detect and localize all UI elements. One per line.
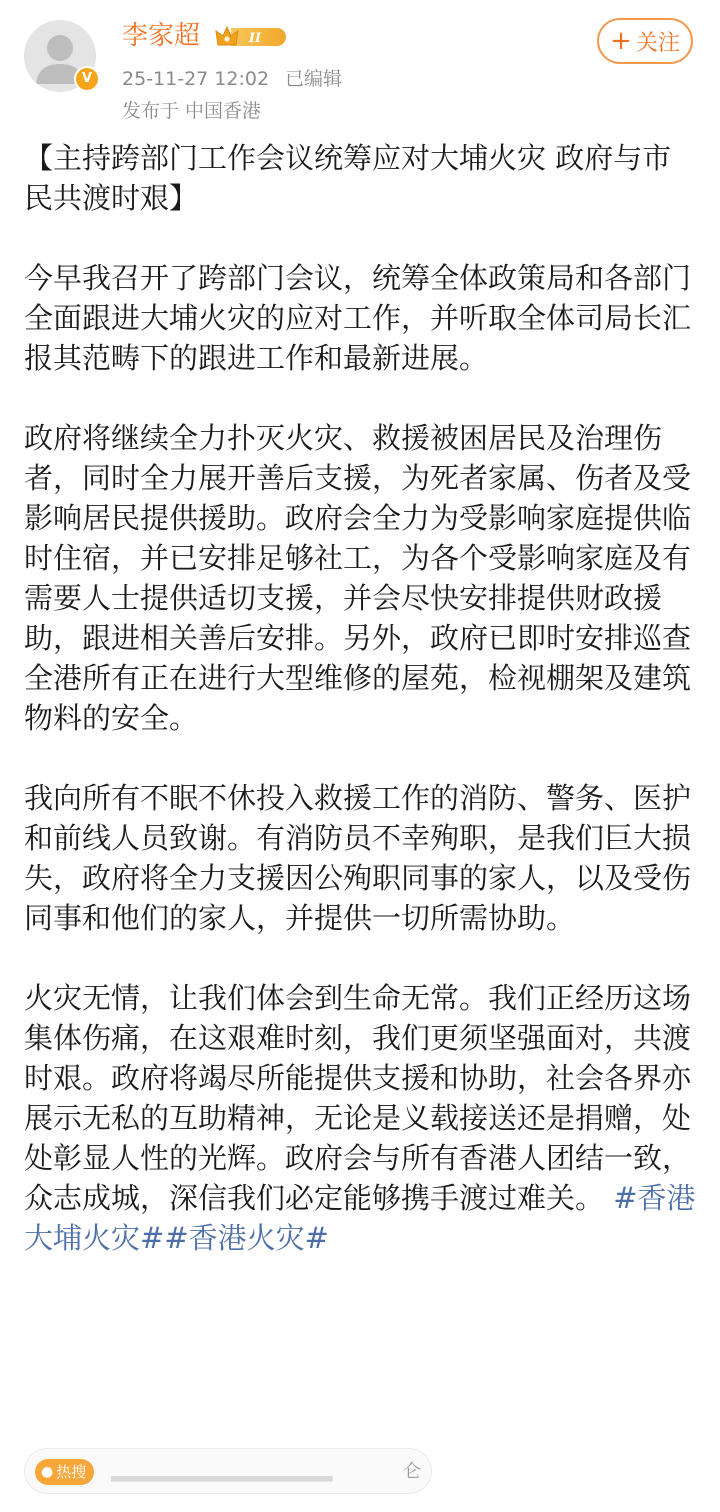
hot-search-tail-text: 仑 [403, 1461, 421, 1482]
post-paragraph: 今早我召开了跨部门会议，统筹全体政策局和各部门全面跟进大埔火灾的应对工作，并听取全体司局长汇报其范畴下的跟进工作和最新进展。 [24, 261, 692, 375]
flame-icon: ● [41, 1464, 54, 1480]
hot-search-tag-label: 热搜 [56, 1463, 87, 1481]
post-paragraph: 我向所有不眠不休投入救援工作的消防、警务、医护和前线人员致谢。有消防员不幸殉职，是我们巨大损失，政府将全力支援因公殉职同事的家人，以及受伤同事和他们的家人，并提供一切所需协助。 [24, 781, 692, 935]
post-paragraph-last [24, 978, 696, 1258]
follow-button[interactable] [597, 18, 693, 64]
author-name[interactable]: 李家超 [122, 21, 201, 51]
hot-search-bar[interactable] [24, 1448, 432, 1494]
plus-icon: + [610, 26, 632, 56]
post-location: 发布于 中国香港 [122, 100, 262, 122]
hot-search-blurred-text: ▂▂▂▂▂▂▂▂▂▂▂▂▂▂▂▂ [111, 1461, 333, 1482]
post-paragraph: 政府将继续全力扑灭火灾、救援被困居民及治理伤者，同时全力展开善后支援，为死者家属、伤者及受影响居民提供援助。政府会全力为受影响家庭提供临时住宿，并已安排足够社工，为各个受影响家庭及有需要人士提供适切支援，并会尽快安排提供财政援助，跟进相关善后安排。另外，政府已即时安排巡查全港所有正在进行大型维修的屋苑，检视棚架及建筑物料的安全。 [24, 421, 692, 735]
post-meta-time [122, 64, 342, 91]
hashtag-link[interactable]: #香港火灾# [164, 1221, 329, 1255]
verified-badge-icon: V [74, 66, 100, 92]
post-timestamp: 25-11-27 12:02 [122, 68, 270, 90]
follow-button-label: 关注 [635, 30, 680, 56]
post-header [0, 0, 720, 130]
hashtag-link[interactable]: #香港大埔火灾# [24, 1181, 696, 1255]
member-level-label: II [248, 31, 262, 46]
edited-label[interactable]: 已编辑 [285, 68, 343, 90]
post-content [24, 138, 696, 1258]
hot-search-tag [35, 1459, 94, 1485]
post-title: 【主持跨部门工作会议统筹应对大埔火灾 政府与市民共渡时艰】 [24, 141, 672, 215]
member-crown-badge-icon[interactable] [215, 24, 287, 50]
post-paragraph-text: 火灾无情，让我们体会到生命无常。我们正经历这场集体伤痛，在这艰难时刻，我们更须坚强面对，共渡时艰。政府将竭尽所能提供支援和协助，社会各界亦展示无私的互助精神，无论是义载接送还是捐赠，处处彰显人性的光辉。政府会与所有香港人团结一致，众志成城，深信我们必定能够携手渡过难关。 [24, 981, 692, 1215]
